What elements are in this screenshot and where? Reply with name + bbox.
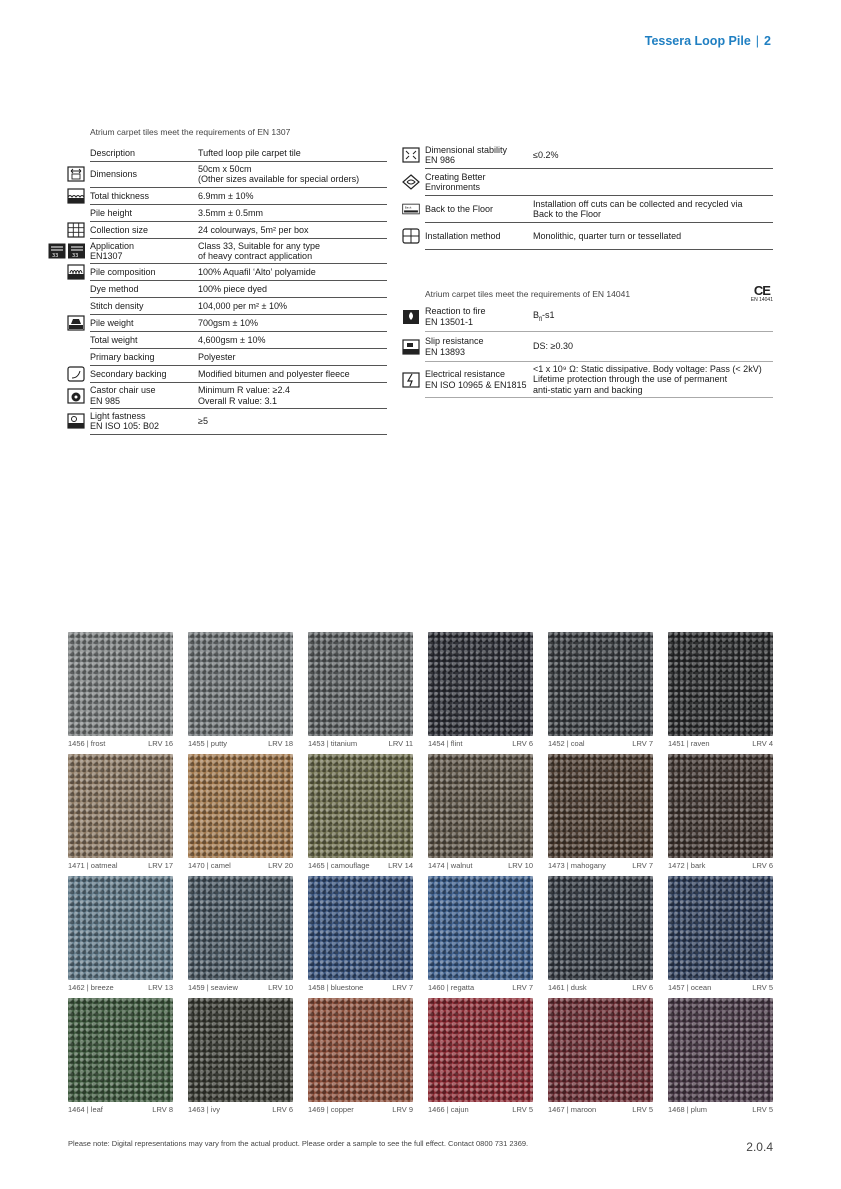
- spec-row: [90, 188, 387, 205]
- spec-row: [90, 281, 387, 298]
- swatch-tile: [68, 632, 173, 736]
- colour-swatch: [548, 998, 653, 1120]
- spec-row: [90, 205, 387, 222]
- swatch-caption: [188, 983, 293, 992]
- colour-swatch: [668, 632, 773, 754]
- swatch-lrv: LRV 5: [752, 983, 773, 992]
- spec-row: [90, 349, 387, 366]
- spec-label: Slip resistance EN 13893: [425, 336, 484, 357]
- swatch-code: 1473 | mahogany: [548, 861, 606, 870]
- spec-row: [425, 302, 773, 332]
- colour-swatch: [428, 754, 533, 876]
- spec-value: $B_{fl}-s1$: [533, 309, 555, 323]
- swatch-code: 1462 | breeze: [68, 983, 114, 992]
- right-intro: Atrium carpet tiles meet the requirements of EN 14041: [425, 288, 631, 299]
- colour-swatch: [308, 632, 413, 754]
- svg-text:Back: Back: [404, 205, 412, 210]
- colour-swatch: [668, 998, 773, 1120]
- spec-value: 6.9mm ± 10%: [198, 190, 254, 201]
- swatch-caption: [308, 983, 413, 992]
- weight-icon: [67, 315, 85, 331]
- swatch-lrv: LRV 17: [148, 861, 173, 870]
- swatch-code: 1452 | coal: [548, 739, 585, 748]
- swatch-caption: [68, 983, 173, 992]
- swatch-caption: [308, 1105, 413, 1114]
- spec-row: [90, 298, 387, 315]
- swatch-code: 1466 | cajun: [428, 1105, 469, 1114]
- swatch-caption: [668, 739, 773, 748]
- header-separator: |: [755, 34, 760, 48]
- swatch-code: 1459 | seaview: [188, 983, 238, 992]
- environment-icon: [402, 174, 420, 190]
- swatch-caption: [188, 739, 293, 748]
- spec-label: Total thickness: [90, 190, 150, 201]
- swatch-tile: [668, 754, 773, 858]
- light-fastness-icon: [67, 413, 85, 429]
- spec-row: [90, 409, 387, 435]
- colour-swatch: [188, 632, 293, 754]
- swatch-tile: [548, 754, 653, 858]
- spec-row: [90, 366, 387, 383]
- swatch-tile: [428, 876, 533, 980]
- swatch-code: 1470 | camel: [188, 861, 231, 870]
- document-title: Tessera Loop Pile: [644, 34, 751, 48]
- header-page-number: 2: [764, 34, 771, 48]
- ce-mark-label: CE: [753, 283, 770, 298]
- back-to-the-floor-icon: [402, 201, 420, 217]
- swatch-caption: [548, 1105, 653, 1114]
- spec-value: Minimum R value: ≥2.4 Overall R value: 3.1: [198, 385, 290, 406]
- colour-swatch: [188, 876, 293, 998]
- swatch-caption: [308, 739, 413, 748]
- swatch-lrv: LRV 6: [272, 1105, 293, 1114]
- spec-row: [90, 222, 387, 239]
- spec-value: 24 colourways, 5m² per box: [198, 224, 309, 235]
- swatch-caption: [428, 739, 533, 748]
- colour-swatch-grid: [68, 632, 774, 1120]
- colour-swatch: [68, 632, 173, 754]
- colour-swatch: [188, 998, 293, 1120]
- colour-swatch: [308, 998, 413, 1120]
- dimensional-stability-icon: [402, 147, 420, 163]
- spec-label: Reaction to fire EN 13501-1: [425, 306, 486, 327]
- swatch-code: 1451 | raven: [668, 739, 710, 748]
- spec-label: Total weight: [90, 335, 138, 346]
- swatch-code: 1468 | plum: [668, 1105, 708, 1114]
- spec-label: Dimensions: [90, 169, 138, 180]
- swatch-caption: [668, 983, 773, 992]
- swatch-tile: [188, 754, 293, 858]
- spec-value: 100% Aquafil ‘Alto’ polyamide: [198, 267, 316, 278]
- ce-mark-icon: [751, 284, 773, 303]
- swatch-lrv: LRV 8: [152, 1105, 173, 1114]
- swatch-lrv: LRV 16: [148, 739, 173, 748]
- spec-value: <1 x 10⁹ Ω: Static dissipative. Body voltage: Pass (< 2kV) Lifetime protection through the use of permanent anti-static yarn and backing: [533, 364, 762, 395]
- colour-swatch: [548, 754, 653, 876]
- spec-row: [425, 142, 773, 169]
- spec-value: ≥5: [198, 416, 208, 427]
- swatch-code: 1474 | walnut: [428, 861, 473, 870]
- spec-value: 100% piece dyed: [198, 284, 268, 295]
- colour-swatch: [428, 876, 533, 998]
- page-number: 2.0.4: [746, 1140, 773, 1154]
- swatch-caption: [428, 983, 533, 992]
- dimensions-icon: [67, 166, 85, 182]
- swatch-tile: [668, 998, 773, 1102]
- swatch-lrv: LRV 6: [752, 861, 773, 870]
- spec-row: [90, 332, 387, 349]
- swatch-tile: [428, 632, 533, 736]
- spec-value: 104,000 per m² ± 10%: [198, 301, 287, 312]
- spec-value: Installation off cuts can be collected and recycled via Back to the Floor: [533, 198, 743, 219]
- swatch-lrv: LRV 14: [388, 861, 413, 870]
- swatch-caption: [428, 861, 533, 870]
- swatch-tile: [668, 876, 773, 980]
- spec-value: DS: ≥0.30: [533, 341, 573, 352]
- spec-value: Monolithic, quarter turn or tessellated: [533, 230, 682, 241]
- installation-method-icon: [402, 228, 420, 244]
- spec-label: Collection size: [90, 224, 149, 235]
- spec-label: Secondary backing: [90, 369, 167, 380]
- swatch-caption: [548, 861, 653, 870]
- spec-value: 50cm x 50cm (Other sizes available for special orders): [198, 164, 360, 185]
- spec-label: Castor chair use EN 985: [90, 385, 156, 406]
- colour-swatch: [68, 876, 173, 998]
- spec-row: [425, 223, 773, 250]
- swatch-caption: [68, 739, 173, 748]
- spec-row: [425, 362, 773, 398]
- swatch-lrv: LRV 20: [268, 861, 293, 870]
- swatch-code: 1467 | maroon: [548, 1105, 597, 1114]
- spec-row: [425, 332, 773, 362]
- spec-row: [90, 315, 387, 332]
- spec-value: 4,600gsm ± 10%: [198, 335, 266, 346]
- spec-label: Description: [90, 147, 136, 158]
- spec-label: Primary backing: [90, 352, 155, 363]
- swatch-code: 1454 | flint: [428, 739, 463, 748]
- spec-value: 700gsm ± 10%: [198, 318, 258, 329]
- spec-value: Modified bitumen and polyester fleece: [198, 369, 350, 380]
- spec-row: [90, 145, 387, 162]
- collection-grid-icon: [67, 222, 85, 238]
- swatch-lrv: LRV 18: [268, 739, 293, 748]
- colour-swatch: [668, 754, 773, 876]
- swatch-code: 1456 | frost: [68, 739, 106, 748]
- pile-composition-icon: [67, 264, 85, 280]
- svg-text:33: 33: [52, 253, 59, 260]
- swatch-lrv: LRV 7: [512, 983, 533, 992]
- colour-swatch: [68, 754, 173, 876]
- swatch-lrv: LRV 5: [632, 1105, 653, 1114]
- swatch-caption: [428, 1105, 533, 1114]
- colour-swatch: [68, 998, 173, 1120]
- spec-row: [52, 239, 387, 265]
- swatch-tile: [428, 754, 533, 858]
- swatch-lrv: LRV 7: [392, 983, 413, 992]
- swatch-lrv: LRV 13: [148, 983, 173, 992]
- spec-row: [90, 162, 387, 188]
- castor-chair-icon: [67, 388, 85, 404]
- swatch-lrv: LRV 11: [388, 739, 413, 748]
- spec-value: ≤0.2%: [533, 149, 559, 160]
- spec-row: [404, 196, 773, 223]
- swatch-tile: [308, 632, 413, 736]
- swatch-code: 1455 | putty: [188, 739, 228, 748]
- swatch-tile: [308, 998, 413, 1102]
- swatch-tile: [188, 998, 293, 1102]
- spec-label: Dimensional stability EN 986: [425, 144, 508, 165]
- swatch-code: 1464 | leaf: [68, 1105, 103, 1114]
- footer-note: Please note: Digital representations may vary from the actual product. Please order a sample to see the full effect. Contact 0800 731 2369.: [68, 1139, 529, 1148]
- swatch-lrv: LRV 9: [392, 1105, 413, 1114]
- swatch-lrv: LRV 6: [632, 983, 653, 992]
- spec-label: Electrical resistance EN ISO 10965 & EN1815: [425, 369, 527, 390]
- spec-table-right-general: [404, 142, 773, 250]
- spec-value: Polyester: [198, 352, 236, 363]
- spec-label: Dye method: [90, 284, 139, 295]
- swatch-code: 1457 | ocean: [668, 983, 712, 992]
- swatch-lrv: LRV 10: [268, 983, 293, 992]
- spec-label: Creating Better Environments: [425, 171, 486, 192]
- swatch-lrv: LRV 5: [512, 1105, 533, 1114]
- spec-label: Pile weight: [90, 318, 134, 329]
- swatch-tile: [668, 632, 773, 736]
- right-intro-bar: [425, 284, 773, 303]
- slip-resistance-icon: [402, 339, 420, 355]
- spec-value: 3.5mm ± 0.5mm: [198, 207, 263, 218]
- spec-row: [90, 383, 387, 409]
- swatch-caption: [188, 1105, 293, 1114]
- colour-swatch: [308, 754, 413, 876]
- swatch-tile: [68, 876, 173, 980]
- swatch-code: 1472 | bark: [668, 861, 706, 870]
- ce-mark-standard: EN 14041: [750, 297, 773, 303]
- swatch-tile: [68, 998, 173, 1102]
- colour-swatch: [548, 632, 653, 754]
- backing-icon: [67, 366, 85, 382]
- left-intro: Atrium carpet tiles meet the requirements of EN 1307: [90, 127, 291, 137]
- spec-label: Back to the Floor: [425, 203, 494, 214]
- swatch-lrv: LRV 4: [752, 739, 773, 748]
- swatch-caption: [308, 861, 413, 870]
- colour-swatch: [188, 754, 293, 876]
- page-header: [645, 34, 771, 48]
- swatch-tile: [188, 876, 293, 980]
- swatch-caption: [548, 739, 653, 748]
- swatch-lrv: LRV 6: [512, 739, 533, 748]
- swatch-tile: [548, 998, 653, 1102]
- swatch-lrv: LRV 7: [632, 861, 653, 870]
- swatch-caption: [668, 861, 773, 870]
- swatch-lrv: LRV 10: [508, 861, 533, 870]
- colour-swatch: [428, 632, 533, 754]
- spec-table-right-en14041: [425, 302, 773, 398]
- swatch-tile: [428, 998, 533, 1102]
- spec-value: Tufted loop pile carpet tile: [198, 147, 301, 158]
- application-class-icon: [48, 243, 86, 259]
- swatch-lrv: LRV 7: [632, 739, 653, 748]
- swatch-code: 1463 | ivy: [188, 1105, 220, 1114]
- spec-label: Pile height: [90, 207, 133, 218]
- thickness-icon: [67, 188, 85, 204]
- spec-label: Pile composition: [90, 267, 156, 278]
- swatch-tile: [188, 632, 293, 736]
- swatch-code: 1469 | copper: [308, 1105, 354, 1114]
- spec-table-left: [52, 145, 387, 435]
- swatch-code: 1461 | dusk: [548, 983, 587, 992]
- colour-swatch: [428, 998, 533, 1120]
- swatch-caption: [68, 861, 173, 870]
- spec-row: [425, 169, 773, 196]
- swatch-lrv: LRV 5: [752, 1105, 773, 1114]
- spec-label: Installation method: [425, 230, 501, 241]
- electrical-resistance-icon: [402, 372, 420, 388]
- swatch-code: 1460 | regatta: [428, 983, 475, 992]
- swatch-tile: [68, 754, 173, 858]
- swatch-tile: [548, 876, 653, 980]
- colour-swatch: [308, 876, 413, 998]
- swatch-tile: [548, 632, 653, 736]
- swatch-tile: [308, 754, 413, 858]
- swatch-caption: [68, 1105, 173, 1114]
- svg-text:33: 33: [72, 253, 79, 260]
- fire-reaction-icon: [402, 309, 420, 325]
- swatch-code: 1471 | oatmeal: [68, 861, 118, 870]
- colour-swatch: [668, 876, 773, 998]
- colour-swatch: [548, 876, 653, 998]
- swatch-caption: [668, 1105, 773, 1114]
- spec-label: Application EN1307: [90, 240, 135, 262]
- swatch-code: 1458 | bluestone: [308, 983, 364, 992]
- spec-label: Stitch density: [90, 301, 144, 312]
- spec-label: Light fastness EN ISO 105: B02: [90, 411, 160, 432]
- spec-row: [90, 264, 387, 281]
- swatch-code: 1465 | camouflage: [308, 861, 370, 870]
- swatch-code: 1453 | titanium: [308, 739, 358, 748]
- spec-value: Class 33, Suitable for any type of heavy contract application: [198, 240, 321, 262]
- swatch-caption: [548, 983, 653, 992]
- swatch-caption: [188, 861, 293, 870]
- swatch-tile: [308, 876, 413, 980]
